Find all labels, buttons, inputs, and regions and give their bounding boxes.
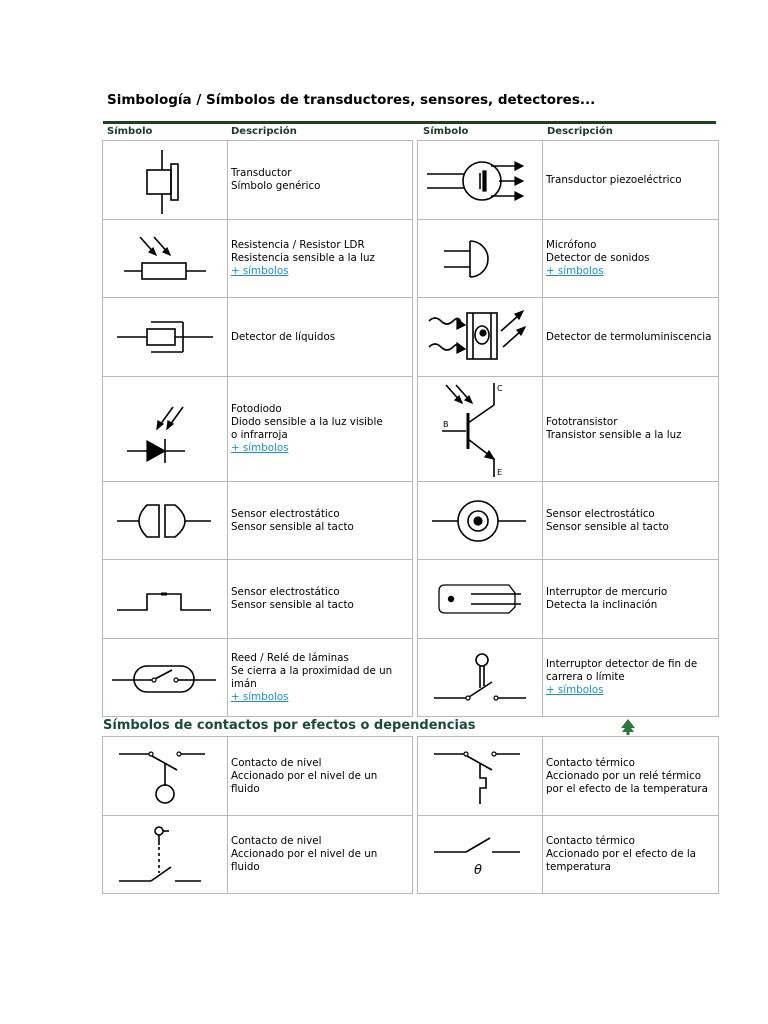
table-row (418, 220, 719, 298)
description-line: Micrófono (546, 239, 597, 251)
description-line: temperatura (546, 861, 611, 873)
transducer-icon (125, 145, 205, 215)
ldr-symbol (103, 220, 228, 298)
piezo-transducer-icon (425, 150, 535, 210)
description-cell (543, 560, 719, 639)
table-row (418, 141, 719, 220)
description-line: Sensor sensible al tacto (546, 520, 669, 533)
table-row (418, 482, 719, 560)
base-label: B (443, 420, 449, 429)
thermoluminescence-icon (425, 307, 535, 367)
emitter-label: E (497, 468, 503, 477)
description-line: Detecta la inclinación (546, 599, 658, 611)
page-title: Simbología / Símbolos de transductores, sensores, detectores... (107, 92, 596, 108)
electrostatic-sensor-symbol (418, 482, 543, 560)
table-row (103, 482, 413, 560)
symbols-table-right (417, 140, 719, 717)
description-line: Símbolo genérico (231, 180, 321, 192)
table-row (103, 220, 413, 298)
phototransistor-icon (440, 379, 520, 479)
description-line: Accionado por el nivel de un (231, 769, 378, 782)
level-contact-symbol (103, 816, 228, 894)
description-cell (228, 141, 413, 220)
table-row (103, 560, 413, 639)
description-line: Sensor electrostático (546, 507, 655, 520)
limit-switch-symbol (418, 639, 543, 717)
description-line: Detector de líquidos (231, 330, 336, 343)
table-row (103, 141, 413, 220)
reed-relay-symbol (103, 639, 228, 717)
more-symbols-link[interactable]: + símbolos (546, 265, 604, 277)
photodiode-symbol (103, 377, 228, 482)
thermoluminescence-symbol (418, 298, 543, 377)
thermal-relay-contact-icon (430, 744, 530, 808)
contacts-table-left (102, 736, 413, 894)
header-bar (103, 121, 716, 124)
header-description-left: Descripción (231, 126, 297, 137)
description-line: por el efecto de la temperatura (546, 782, 708, 795)
description-line: Resistencia sensible a la luz (231, 252, 375, 264)
description-cell (543, 639, 719, 717)
touch-sensor-symbol (103, 560, 228, 639)
description-line: Sensor electrostático (231, 586, 340, 598)
header-description-right: Descripción (547, 126, 613, 137)
description-cell (228, 377, 413, 482)
liquid-detector-icon (115, 317, 215, 357)
description-line: o infrarroja (231, 429, 288, 441)
table-row (418, 560, 719, 639)
description-line: fluido (231, 782, 260, 795)
description-line: Transductor (231, 167, 292, 179)
thermal-contact-symbol (418, 737, 543, 816)
description-cell (228, 298, 413, 377)
collector-label: C (497, 384, 503, 393)
table-row (103, 639, 413, 717)
header-symbol-left: Símbolo (107, 126, 153, 137)
microphone-symbol (418, 220, 543, 298)
description-cell (543, 298, 719, 377)
description-cell (228, 639, 413, 717)
table-row (418, 816, 719, 894)
contacts-table-right (417, 736, 719, 894)
symbols-table-left (102, 140, 413, 717)
description-line: Transductor piezoeléctrico (546, 173, 682, 186)
description-line: imán (231, 677, 257, 690)
description-line: Accionado por el efecto de la (546, 848, 696, 860)
description-line: Contacto térmico (546, 756, 635, 769)
table-row (103, 377, 413, 482)
description-line: Reed / Relé de láminas (231, 651, 349, 664)
description-line: Transistor sensible a la luz (546, 429, 682, 441)
description-line: Resistencia / Resistor LDR (231, 239, 365, 251)
description-line: Accionado por un relé térmico (546, 769, 702, 782)
description-cell (228, 220, 413, 298)
description-cell (228, 482, 413, 560)
phototransistor-symbol (418, 377, 543, 482)
more-symbols-link[interactable]: + símbolos (231, 442, 289, 454)
description-line: Sensor sensible al tacto (231, 599, 354, 611)
description-line: Contacto de nivel (231, 756, 322, 769)
concentric-sensor-icon (430, 496, 530, 546)
reed-switch-icon (110, 656, 220, 700)
microphone-icon (440, 237, 520, 281)
description-cell (543, 377, 719, 482)
thermal-theta-symbol: θ (474, 862, 482, 878)
table-row (418, 377, 719, 482)
more-symbols-link[interactable]: + símbolos (546, 684, 604, 696)
mercury-switch-symbol (418, 560, 543, 639)
thermal-contact-symbol (418, 816, 543, 894)
description-line: Detector de termoluminiscencia (546, 330, 712, 343)
limit-switch-icon (430, 648, 530, 708)
level-contact-dashed-icon (115, 823, 215, 887)
touch-sensor-icon (115, 584, 215, 614)
description-line: Diodo sensible a la luz visible (231, 416, 383, 428)
table-row (418, 639, 719, 717)
more-symbols-link[interactable]: + símbolos (231, 265, 289, 277)
photodiode-icon (125, 389, 205, 469)
description-line: fluido (231, 861, 260, 873)
section-title: Símbolos de contactos por efectos o dependencias (103, 718, 476, 733)
description-line: Se cierra a la proximidad de un (231, 664, 393, 677)
electrostatic-sensor-symbol (103, 482, 228, 560)
description-line: Accionado por el nivel de un (231, 848, 378, 860)
liquid-detector-symbol (103, 298, 228, 377)
float-level-contact-icon (115, 744, 215, 808)
table-row (103, 816, 413, 894)
mercury-switch-icon (435, 579, 525, 619)
description-cell (228, 560, 413, 639)
description-line: Contacto de nivel (231, 835, 322, 847)
capacitive-sensor-icon (115, 499, 215, 543)
description-line: Sensor sensible al tacto (231, 520, 354, 533)
description-cell (543, 737, 719, 816)
table-row (103, 737, 413, 816)
table-row (418, 737, 719, 816)
description-line: Interruptor de mercurio (546, 586, 668, 598)
description-cell (543, 141, 719, 220)
description-line: Fototransistor (546, 416, 618, 428)
description-cell (543, 220, 719, 298)
description-cell (543, 482, 719, 560)
thermal-contact-icon (430, 830, 530, 880)
description-line: Sensor electrostático (231, 507, 340, 520)
description-cell (228, 737, 413, 816)
description-line: Detector de sonidos (546, 252, 650, 264)
piezo-symbol (418, 141, 543, 220)
ldr-resistor-icon (120, 229, 210, 289)
transducer-symbol (103, 141, 228, 220)
table-row (418, 298, 719, 377)
header-symbol-right: Símbolo (423, 126, 469, 137)
back-to-top-icon[interactable] (620, 718, 636, 736)
description-cell (228, 816, 413, 894)
description-line: Contacto térmico (546, 835, 635, 847)
more-symbols-link[interactable]: + símbolos (231, 690, 289, 703)
description-line: Interruptor detector de fin de (546, 658, 698, 670)
description-line: Fotodiodo (231, 403, 282, 415)
description-cell (543, 816, 719, 894)
table-row (103, 298, 413, 377)
description-line: carrera o límite (546, 671, 625, 683)
level-contact-symbol (103, 737, 228, 816)
